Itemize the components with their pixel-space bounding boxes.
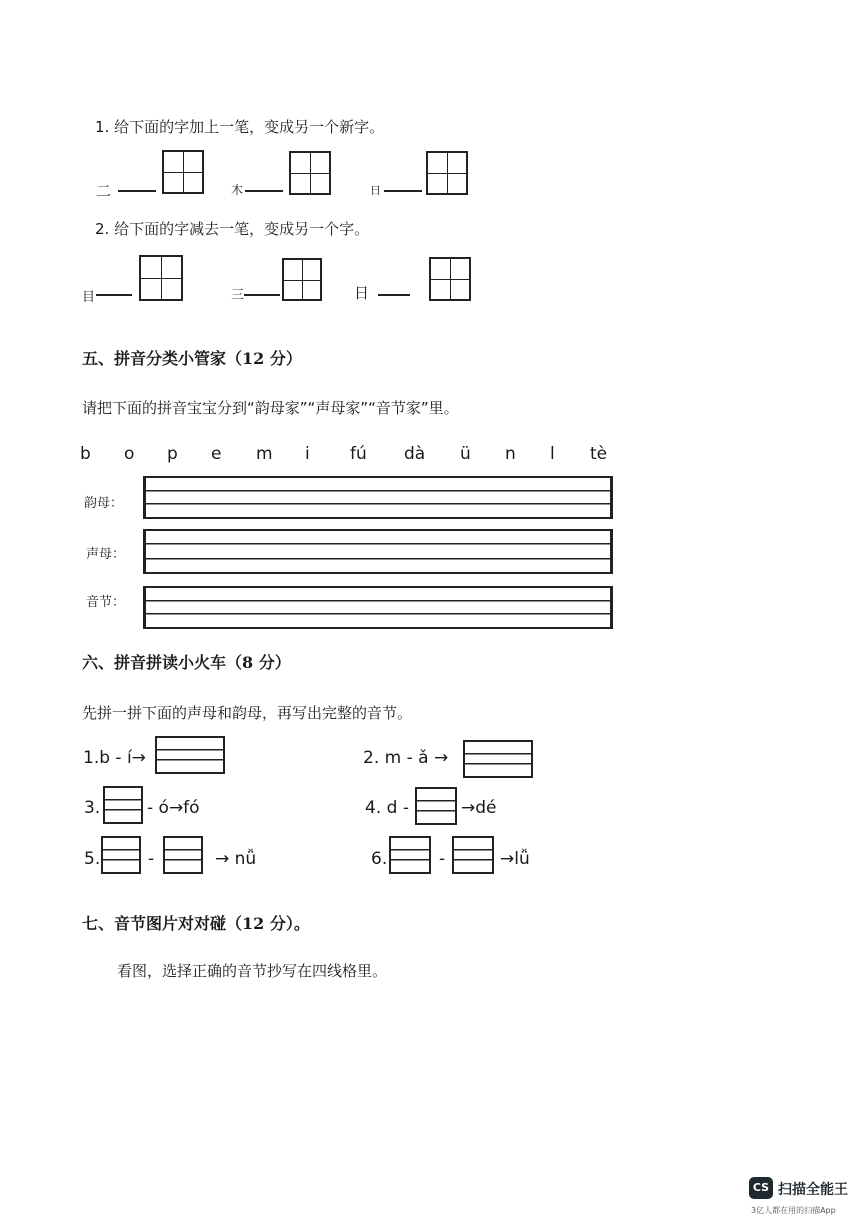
section-7-heading: 七、音节图片对对碰（12 分）。: [82, 914, 310, 933]
q2-line-1: [96, 294, 132, 296]
question-2-text: 2. 给下面的字减去一笔，变成另一个字。: [95, 220, 370, 238]
section-5-heading: 五、拼音分类小管家（12 分）: [82, 349, 302, 368]
q2-char-2: 三: [231, 288, 245, 303]
item-5-result: → nǚ: [215, 849, 257, 869]
q2-tian-grid-2[interactable]: [282, 258, 322, 301]
q2-char-1: 目: [82, 290, 96, 305]
item-2-four-line-box[interactable]: [463, 740, 533, 778]
pinyin-b: b: [80, 444, 91, 464]
row-label-finals: 韵母：: [84, 496, 124, 511]
item-1-four-line-box[interactable]: [155, 736, 225, 774]
syllables-writing-band[interactable]: [143, 586, 613, 629]
item-3-number: 3.: [84, 798, 101, 818]
item-3-four-line-box[interactable]: [103, 786, 143, 824]
camscanner-logo-icon: CS: [749, 1177, 773, 1199]
item-5-number: 5.: [84, 849, 101, 869]
pinyin-p: p: [167, 444, 178, 464]
q2-tian-grid-1[interactable]: [139, 255, 183, 301]
item-2-label: 2. m - ǎ →: [363, 748, 449, 768]
q1-line-1: [118, 190, 156, 192]
row-label-syllables: 音节：: [86, 595, 126, 610]
q2-tian-grid-3[interactable]: [429, 257, 471, 301]
pinyin-m: m: [256, 444, 273, 464]
section-6-instruction: 先拼一拼下面的声母和韵母，再写出完整的音节。: [82, 704, 413, 722]
watermark-title: 扫描全能王: [778, 1182, 848, 1198]
item-6-initial-box[interactable]: [389, 836, 431, 874]
initials-writing-band[interactable]: [143, 529, 613, 574]
item-6-result: →lǚ: [500, 849, 530, 869]
finals-writing-band[interactable]: [143, 476, 613, 519]
item-6-final-box[interactable]: [452, 836, 494, 874]
section-5-instruction: 请把下面的拼音宝宝分到“韵母家”“声母家”“音节家”里。: [82, 399, 459, 417]
pinyin-o: o: [124, 444, 135, 464]
pinyin-e: e: [211, 444, 222, 464]
q1-char-3: 日: [370, 184, 381, 197]
section-7-instruction: 看图，选择正确的音节抄写在四线格里。: [117, 962, 388, 980]
row-label-initials: 声母：: [86, 547, 126, 562]
q2-line-2: [244, 294, 280, 296]
q2-line-3: [378, 294, 410, 296]
item-4-head: 4. d -: [365, 798, 409, 818]
item-5-final-box[interactable]: [163, 836, 203, 874]
pinyin-u-umlaut: ü: [460, 444, 471, 464]
watermark-subtitle: 3亿人都在用的扫描App: [751, 1206, 836, 1215]
q1-char-2: 木: [231, 183, 244, 197]
pinyin-l: l: [550, 444, 555, 464]
q1-tian-grid-2[interactable]: [289, 151, 331, 195]
item-4-four-line-box[interactable]: [415, 787, 457, 825]
item-3-tail: - ó→fó: [147, 798, 200, 818]
item-6-dash: -: [439, 849, 446, 869]
q1-char-1: 二: [96, 182, 112, 200]
pinyin-fu: fú: [350, 444, 367, 464]
pinyin-i: i: [305, 444, 310, 464]
pinyin-n: n: [505, 444, 516, 464]
item-5-initial-box[interactable]: [101, 836, 141, 874]
item-5-dash: -: [148, 849, 155, 869]
q2-char-3: 日: [354, 284, 370, 302]
item-1-label: 1.b - í→: [83, 748, 146, 768]
question-1-text: 1. 给下面的字加上一笔，变成另一个新字。: [95, 118, 385, 136]
pinyin-da: dà: [404, 444, 426, 464]
q1-tian-grid-3[interactable]: [426, 151, 468, 195]
q1-tian-grid-1[interactable]: [162, 150, 204, 194]
q1-line-2: [245, 190, 283, 192]
item-4-tail: →dé: [461, 798, 497, 818]
pinyin-te: tè: [590, 444, 608, 464]
item-6-number: 6.: [371, 849, 388, 869]
section-6-heading: 六、拼音拼读小火车（8 分）: [82, 653, 291, 672]
q1-line-3: [384, 190, 422, 192]
